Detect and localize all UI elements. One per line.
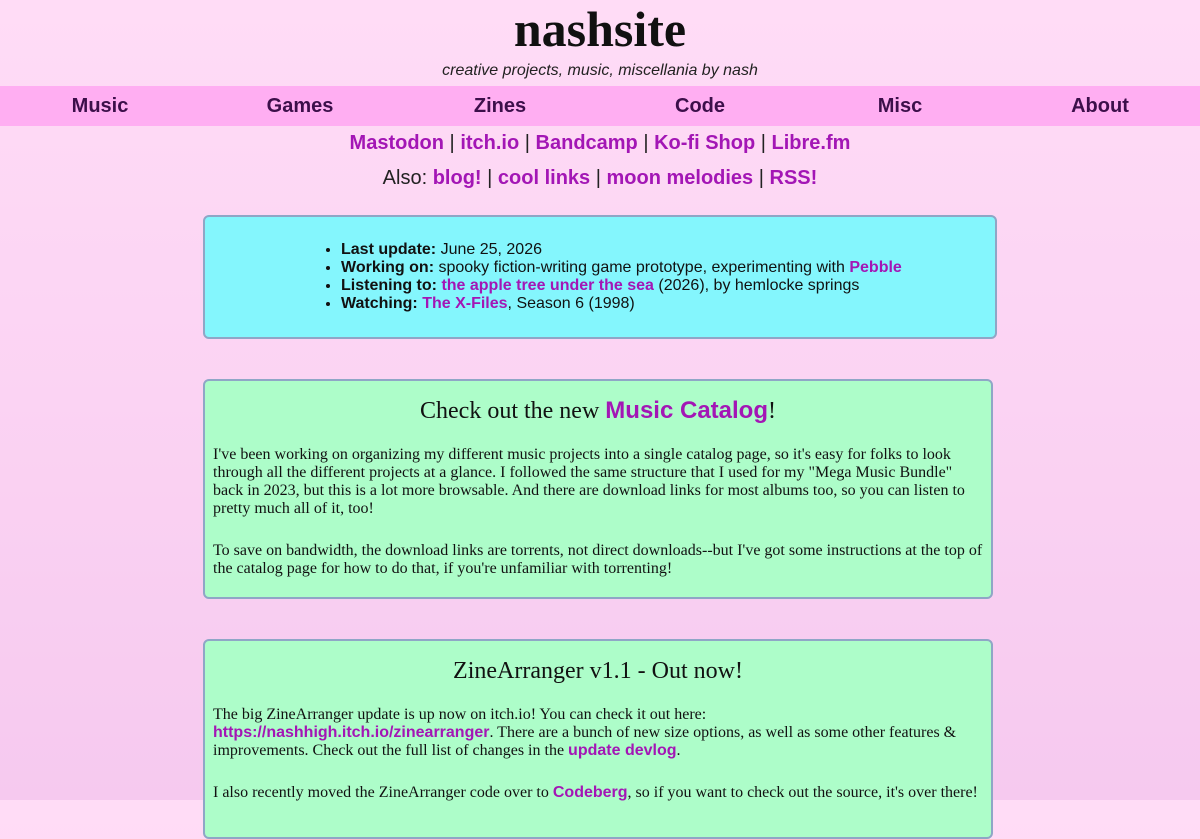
post-paragraph — [213, 784, 983, 802]
link-blog[interactable]: blog! — [432, 167, 482, 189]
separator: | — [595, 167, 601, 189]
post-title-text: ! — [768, 398, 776, 424]
status-label: Watching: — [341, 295, 418, 312]
status-value: June 25, 2026 — [436, 241, 542, 258]
post-text: I also recently moved the ZineArranger code over to — [213, 784, 553, 801]
post-paragraph: To save on bandwidth, the download links are torrents, not direct downloads--but I've got some instructions at the top of the catalog page for how to do that, if you're unfamiliar with torrenting! — [213, 542, 983, 577]
also-label: Also: — [382, 167, 428, 189]
status-watching — [341, 295, 902, 313]
link-rss[interactable]: RSS! — [769, 167, 818, 189]
nav-code[interactable]: Code — [675, 95, 725, 117]
post-text: . There are a bunch of new size options, as well as some other features & improvements. Check out the full list of changes in the — [213, 724, 957, 759]
status-value: (2026), by hemlocke springs — [653, 277, 860, 294]
link-zinearranger-itch[interactable]: https://nashhigh.itch.io/zinearranger — [213, 724, 490, 741]
status-listening — [341, 277, 902, 295]
social-links — [0, 131, 1200, 155]
post-paragraph: I've been working on organizing my different music projects into a single catalog page, so it's easy for folks to look through all the different projects at a glance. I followed the same structure that I used for my "Mega Music Bundle" back in 2023, but this is a lot more browsable. And there are download links for most albums too, so you can listen to pretty much all of it, too! — [213, 446, 965, 517]
status-value: , Season 6 (1998) — [507, 295, 635, 312]
link-music-catalog[interactable]: Music Catalog — [605, 397, 768, 424]
post-text: The big ZineArranger update is up now on itch.io! You can check it out here: — [213, 706, 707, 723]
separator: | — [760, 132, 766, 154]
main-nav — [0, 86, 1200, 126]
status-label: Listening to: — [341, 277, 437, 294]
link-watching-show[interactable]: The X-Files — [422, 295, 508, 312]
post-text: . — [676, 742, 681, 759]
nav-games[interactable]: Games — [266, 95, 334, 117]
post-title — [213, 396, 983, 426]
post-text: , so if you want to check out the source, it's over there! — [627, 784, 978, 801]
post-paragraph — [213, 706, 983, 760]
separator: | — [487, 167, 493, 189]
link-cool-links[interactable]: cool links — [497, 167, 591, 189]
nav-music[interactable]: Music — [71, 95, 129, 117]
post-zinearranger — [203, 639, 993, 839]
post-title: ZineArranger v1.1 - Out now! — [453, 658, 743, 684]
status-list — [341, 241, 902, 313]
post-music-catalog — [203, 379, 993, 599]
separator: | — [449, 132, 455, 154]
link-moon-melodies[interactable]: moon melodies — [606, 167, 754, 189]
separator: | — [524, 132, 530, 154]
separator: | — [758, 167, 764, 189]
link-codeberg[interactable]: Codeberg — [552, 784, 628, 801]
nav-zines[interactable]: Zines — [473, 95, 527, 117]
link-mastodon[interactable]: Mastodon — [349, 132, 444, 154]
post-title-text: Check out the new — [420, 398, 606, 424]
nav-misc[interactable]: Misc — [877, 95, 923, 117]
separator: | — [643, 132, 649, 154]
status-label: Last update: — [341, 241, 437, 258]
status-box — [203, 215, 997, 339]
status-working-on — [341, 259, 902, 277]
link-listening-album[interactable]: the apple tree under the sea — [441, 277, 654, 294]
also-links — [0, 166, 1200, 190]
status-value: spooky fiction-writing game prototype, experimenting with — [434, 259, 850, 276]
link-bandcamp[interactable]: Bandcamp — [535, 132, 638, 154]
status-last-update — [341, 241, 902, 259]
site-tagline: creative projects, music, miscellania by nash — [442, 62, 758, 79]
link-pebble[interactable]: Pebble — [849, 259, 902, 276]
site-title: nashsite — [513, 1, 687, 57]
link-librefm[interactable]: Libre.fm — [771, 132, 851, 154]
nav-about[interactable]: About — [1071, 95, 1129, 117]
status-label: Working on: — [341, 259, 435, 276]
link-kofi-shop[interactable]: Ko-fi Shop — [654, 132, 756, 154]
link-itchio[interactable]: itch.io — [460, 132, 520, 154]
link-update-devlog[interactable]: update devlog — [568, 742, 677, 759]
